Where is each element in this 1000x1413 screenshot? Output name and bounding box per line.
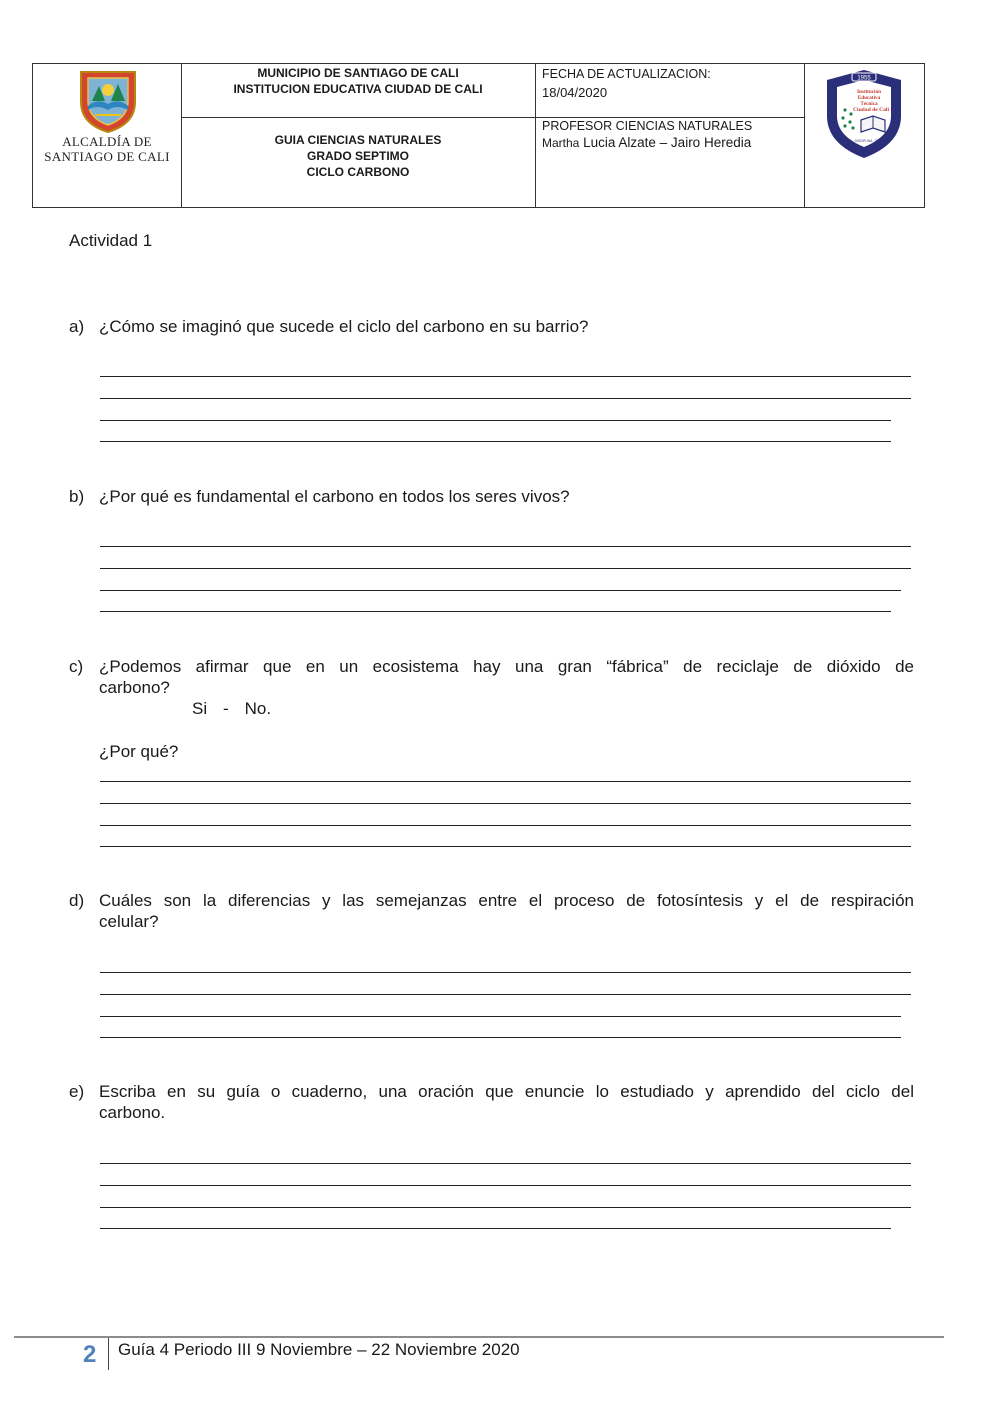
option-si[interactable]: Si [192,699,208,718]
question-text: ¿Por qué es fundamental el carbono en todos los seres vivos? [99,487,570,506]
teacher-first-name: Martha [542,136,580,150]
update-label: FECHA DE ACTUALIZACION: [542,67,711,81]
answer-line[interactable] [100,1207,911,1208]
answer-line[interactable] [100,846,911,847]
answer-line[interactable] [100,590,901,591]
answer-line[interactable] [100,1163,911,1164]
guide-topic: CICLO CARBONO [306,165,410,179]
school-logo-motto: CIENCIA · DISCIPLINA · TÉCNICA [839,139,889,143]
yes-no-options [192,698,271,719]
teacher-label: PROFESOR CIENCIAS NATURALES [542,119,753,133]
answer-line[interactable] [100,546,911,547]
answer-line[interactable] [100,398,911,399]
answer-line[interactable] [100,1228,891,1229]
school-shield-logo [823,68,905,160]
header-divider [804,64,805,207]
question-text-line2: celular? [99,912,159,931]
answer-line[interactable] [100,1037,901,1038]
answer-line[interactable] [100,611,891,612]
alcaldia-logo-text [37,134,177,164]
answer-line[interactable] [100,420,891,421]
option-no[interactable]: No. [244,699,272,718]
school-logo-line3: Técnica [860,101,878,107]
alcaldia-line2: SANTIAGO DE CALI [44,149,170,164]
question-letter: e) [69,1082,85,1101]
question-c [69,656,914,700]
page-number: 2 [83,1341,97,1368]
footer-rule [14,1336,944,1338]
footer-divider [108,1338,109,1370]
institution-name: INSTITUCION EDUCATIVA CIUDAD DE CALI [233,82,483,96]
question-text: ¿Cómo se imaginó que sucede el ciclo del carbono en su barrio? [99,317,589,336]
answer-line[interactable] [100,568,911,569]
question-letter: d) [69,891,85,910]
alcaldia-line1: ALCALDÍA DE [62,134,152,149]
school-logo-year: 1955 [857,75,871,82]
guide-grade: GRADO SEPTIMO [306,149,409,163]
activity-title: Actividad 1 [69,231,153,250]
option-separator: - [223,699,229,718]
question-d [69,890,914,934]
header-divider [535,64,536,207]
question-text-line1: Escriba en su guía o cuaderno, una oración que enuncie lo estudiado y aprendido del ciclo del [99,1082,914,1101]
answer-line[interactable] [100,1016,901,1017]
question-text-line2: carbono? [99,678,170,697]
followup-question: ¿Por qué? [99,742,179,761]
question-text-line1: Cuáles son la diferencias y las semejanzas entre el proceso de fotosíntesis y el de respiración [99,891,914,910]
answer-line[interactable] [100,994,911,995]
school-logo-line1: Institución [857,89,881,95]
question-text-line2: carbono. [99,1103,166,1122]
municipality-name: MUNICIPIO DE SANTIAGO DE CALI [257,66,459,80]
teacher-full-names: Lucia Alzate – Jairo Heredia [583,135,752,150]
question-b [69,486,914,508]
question-e [69,1081,914,1125]
header-table [32,63,925,208]
answer-line[interactable] [100,781,911,782]
answer-line[interactable] [100,376,911,377]
question-letter: b) [69,487,85,506]
question-a [69,316,914,338]
footer-text: Guía 4 Periodo III 9 Noviembre – 22 Noviembre 2020 [118,1340,520,1359]
question-letter: c) [69,657,84,676]
guide-subject: GUIA CIENCIAS NATURALES [274,133,442,147]
municipality-block [181,65,535,97]
answer-line[interactable] [100,1185,911,1186]
answer-line[interactable] [100,803,911,804]
answer-line[interactable] [100,972,911,973]
school-logo-line2: Educativa [857,95,881,101]
teacher-names [542,134,751,152]
guide-title-block [181,132,535,180]
alcaldia-crest-logo [77,68,139,134]
answer-line[interactable] [100,441,891,442]
question-letter: a) [69,317,85,336]
update-date: 18/04/2020 [542,85,608,100]
answer-line[interactable] [100,825,911,826]
school-logo-line4: Ciudad de Cali [852,107,890,113]
question-text-line1: ¿Podemos afirmar que en un ecosistema hay una gran “fábrica” de reciclaje de dióxido de [99,657,914,676]
